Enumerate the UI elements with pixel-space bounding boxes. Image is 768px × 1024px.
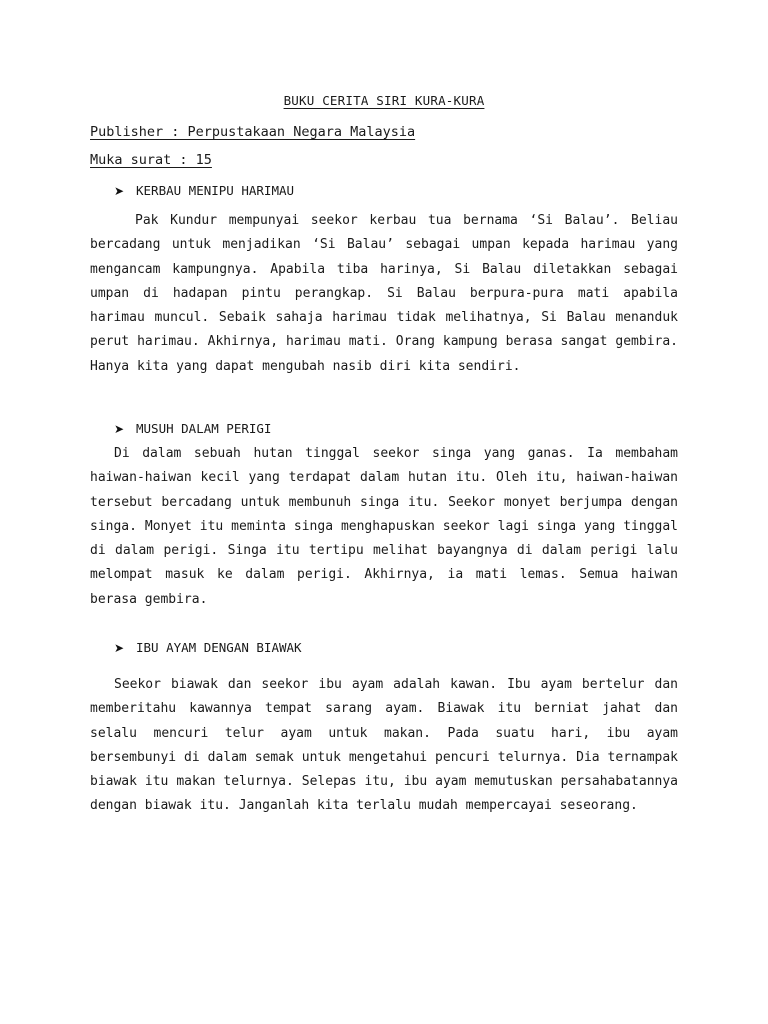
publisher-line: Publisher : Perpustakaan Negara Malaysia <box>90 124 416 140</box>
section-heading-text: KERBAU MENIPU HARIMAU <box>136 183 295 198</box>
arrow-bullet-icon: ➤ <box>114 421 125 436</box>
section-heading <box>114 183 294 198</box>
section-heading-text: IBU AYAM DENGAN BIAWAK <box>136 640 302 655</box>
arrow-bullet-icon: ➤ <box>114 183 125 198</box>
section-paragraph: Di dalam sebuah hutan tinggal seekor singa yang ganas. Ia membaham haiwan-haiwan kecil yang terdapat dalam hutan itu. Oleh itu, haiwan-haiwan tersebut bercadang untuk membunuh singa itu. Seekor monyet berjumpa dengan singa. Monyet itu meminta singa menghapuskan seekor lagi singa yang tinggal di dalam perigi. Singa itu tertipu melihat bayangnya di dalam perigi lalu melompat masuk ke dalam perigi. Akhirnya, ia mati lemas. Semua haiwan berasa gembira. <box>90 446 678 607</box>
section-heading-text: MUSUH DALAM PERIGI <box>136 421 272 436</box>
document-page <box>90 0 678 1024</box>
section-paragraph: Seekor biawak dan seekor ibu ayam adalah kawan. Ibu ayam bertelur dan memberitahu kawannya tempat sarang ayam. Biawak itu berniat jahat dan selalu mencuri telur ayam untuk makan. Pada suatu hari, ibu ayam bersembunyi di dalam semak untuk mengetahui pencuri telurnya. Dia ternampak biawak itu makan telurnya. Selepas itu, ibu ayam memutuskan persahabatannya dengan biawak itu. Janganlah kita terlalu mudah mempercayai seseorang. <box>90 677 678 814</box>
arrow-bullet-icon: ➤ <box>114 640 125 655</box>
document-title <box>90 93 678 108</box>
page-count-line: Muka surat : 15 <box>90 152 212 168</box>
section-heading <box>114 640 302 655</box>
document-title-text: BUKU CERITA SIRI KURA-KURA <box>283 93 485 108</box>
section-paragraph: Pak Kundur mempunyai seekor kerbau tua bernama ‘Si Balau’. Beliau bercadang untuk menjadikan ‘Si Balau’ sebagai umpan kepada harimau yang mengancam kampungnya. Apabila tiba harinya, Si Balau diletakkan sebagai umpan di hadapan pintu perangkap. Si Balau berpura-pura mati apabila harimau muncul. Sebaik sahaja harimau tidak melihatnya, Si Balau menanduk perut harimau. Akhirnya, harimau mati. Orang kampung berasa sangat gembira. Hanya kita yang dapat mengubah nasib diri kita sendiri. <box>90 213 678 374</box>
section-heading <box>114 421 271 436</box>
